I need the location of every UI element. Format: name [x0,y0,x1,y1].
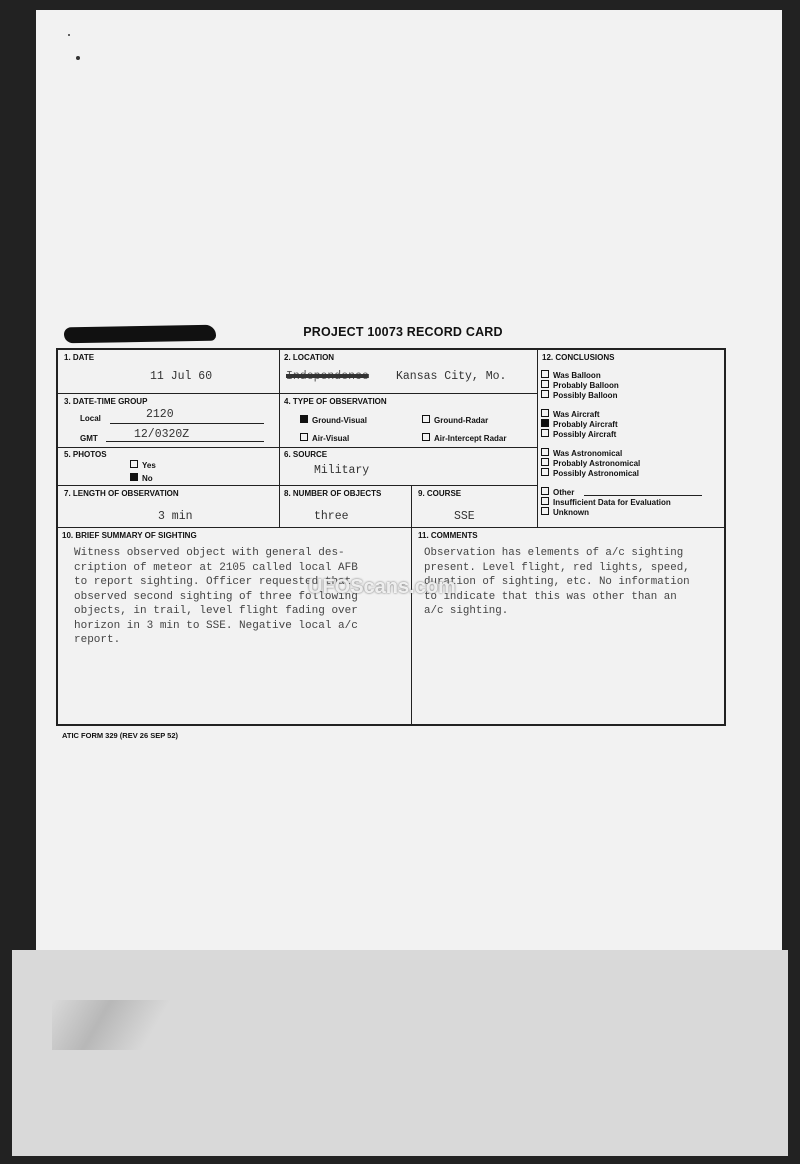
gmt-value: 12/0320Z [134,428,190,441]
length-of-observation-cell [58,486,280,528]
summary-line: Witness observed object with general des- [74,547,345,559]
date-value: 11 Jul 60 [150,370,213,383]
conclusions-label: 12. CONCLUSIONS [542,353,615,362]
summary-line: horizon in 3 min to SSE. Negative local a/c [74,619,358,632]
conclusion-probably-aircraft: Probably Aircraft [541,419,618,429]
conclusion-was-aircraft: Was Aircraft [541,409,600,419]
location-value: Kansas City, Mo. [396,370,507,383]
checkbox-icon [422,415,430,423]
local-label: Local [80,414,101,423]
checkbox-icon [422,433,430,441]
local-value: 2120 [146,408,174,421]
checkbox-icon [541,497,549,505]
checkbox-icon [541,468,549,476]
comments-cell [412,528,724,724]
location-label: 2. LOCATION [284,353,335,362]
comment-line: a/c sighting. [424,605,509,617]
comment-line: Observation has elements of a/c sighting [424,547,684,559]
ground-visual-option: Ground-Visual [300,415,367,425]
photos-cell [58,448,280,486]
card-title: PROJECT 10073 RECORD CARD [303,325,503,339]
conclusion-possibly-astronomical: Possibly Astronomical [541,468,639,478]
conclusions-cell [538,350,724,528]
checkbox-checked-icon [130,473,138,481]
checkbox-icon [300,433,308,441]
checkbox-icon [130,460,138,468]
checkbox-icon [541,507,549,515]
checkbox-icon [541,390,549,398]
checkbox-icon [541,380,549,388]
other-underline [584,495,702,496]
summary-line: observed second sighting of three following [74,590,358,603]
brief-summary-cell [58,528,412,724]
conclusion-insufficient-data: Insufficient Data for Evaluation [541,497,671,507]
conclusion-possibly-aircraft: Possibly Aircraft [541,429,616,439]
checkbox-icon [541,409,549,417]
comment-line: to indicate that this was other than an [424,590,677,603]
summary-line: cription of meteor at 2105 called local AFB [74,561,358,574]
conclusion-possibly-balloon: Possibly Balloon [541,390,617,400]
conclusion-was-balloon: Was Balloon [541,370,601,380]
local-underline [110,423,264,424]
number-of-objects-value: three [314,510,349,523]
conclusion-other: Other [541,487,574,497]
photos-label: 5. PHOTOS [64,450,107,459]
watermark-text: UFOScans.com [308,576,456,598]
summary-line: objects, in trail, level flight fading over [74,605,358,617]
checkbox-icon [541,448,549,456]
date-time-group-label: 3. DATE-TIME GROUP [64,397,148,406]
dust-speck [68,34,70,36]
location-struck-text: Independence [286,370,369,383]
conclusion-was-astronomical: Was Astronomical [541,448,622,458]
gmt-label: GMT [80,434,98,443]
checkbox-icon [541,458,549,466]
source-label: 6. SOURCE [284,450,328,459]
air-intercept-radar-option: Air-Intercept Radar [422,433,506,443]
checkbox-icon [541,487,549,495]
summary-line: report. [74,634,121,646]
date-cell [58,350,280,394]
checkbox-icon [541,429,549,437]
conclusion-probably-balloon: Probably Balloon [541,380,619,390]
comment-line: present. Level flight, red lights, speed, [424,561,690,574]
length-of-observation-value: 3 min [158,510,193,523]
gmt-underline [106,441,264,442]
length-of-observation-label: 7. LENGTH OF OBSERVATION [64,489,179,498]
number-of-objects-cell [280,486,412,528]
summary-line: to report sighting. Officer requested that [74,576,352,588]
form-id: ATIC FORM 329 (REV 26 SEP 52) [62,731,179,740]
number-of-objects-label: 8. NUMBER OF OBJECTS [284,489,382,498]
date-label: 1. DATE [64,353,95,362]
brief-summary-label: 10. BRIEF SUMMARY OF SIGHTING [62,531,197,540]
date-time-group-cell [58,394,280,448]
source-value: Military [314,464,370,477]
checkbox-checked-icon [541,419,549,427]
photos-no-option: No [130,473,153,483]
photos-yes-option: Yes [130,460,156,470]
course-label: 9. COURSE [418,489,462,498]
course-cell [412,486,538,528]
comment-line: duration of sighting, etc. No information [424,576,690,588]
dust-speck [76,56,80,60]
source-cell [280,448,538,486]
type-of-observation-cell [280,394,538,448]
comments-text [424,546,690,619]
record-card [56,348,726,726]
course-value: SSE [454,510,475,523]
air-visual-option: Air-Visual [300,433,349,443]
lower-scan-band [12,950,788,1156]
location-cell [280,350,538,394]
checkbox-checked-icon [300,415,308,423]
comments-label: 11. COMMENTS [418,531,478,540]
ground-radar-option: Ground-Radar [422,415,488,425]
conclusion-unknown: Unknown [541,507,589,517]
checkbox-icon [541,370,549,378]
type-of-observation-label: 4. TYPE OF OBSERVATION [284,397,387,406]
conclusion-probably-astronomical: Probably Astronomical [541,458,640,468]
